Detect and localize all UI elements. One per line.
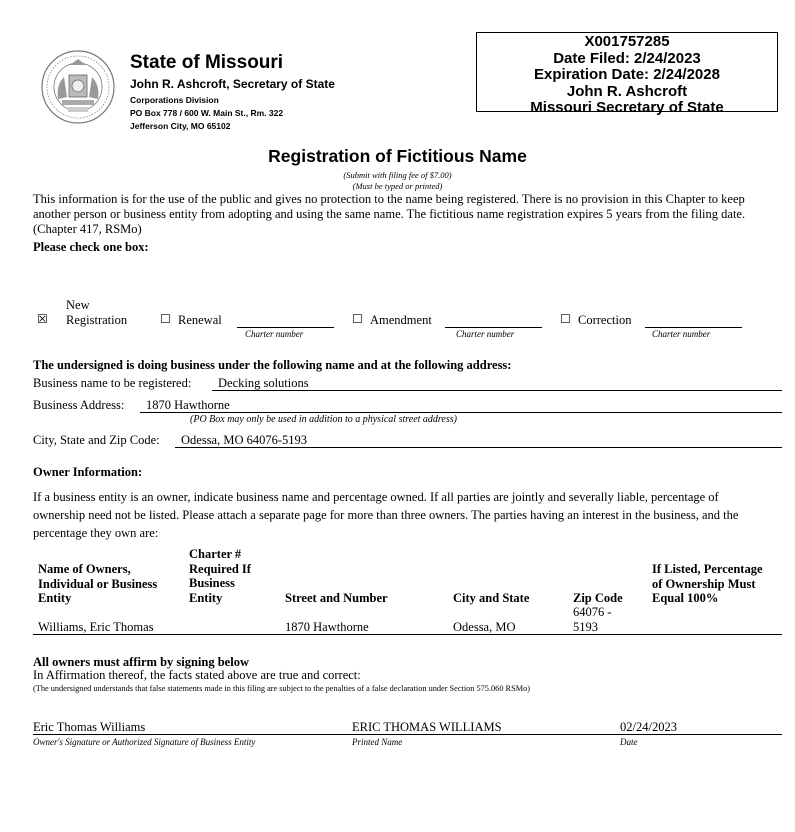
expiration-date: Expiration Date: 2/24/2028 [534, 66, 720, 83]
col-owner-name: Name of Owners, Individual or Business Entity [38, 562, 158, 605]
affirm-heading: All owners must affirm by signing below [33, 655, 249, 669]
filing-number: X001757285 [584, 33, 670, 50]
business-name-label: Business name to be registered: [33, 376, 192, 390]
col-charter: Charter # Required If Business Entity [189, 547, 251, 605]
amendment-label: Amendment [370, 313, 432, 327]
affirm-penalty-note: (The undersigned understands that false statements made in this filing are subject to the penalties of a false declaration under Section 575.060 RSMo) [33, 684, 530, 693]
state-title: State of Missouri [130, 52, 284, 73]
owner-row-city: Odessa, MO [453, 620, 516, 634]
owner-row-name: Williams, Eric Thomas [38, 620, 154, 634]
stamp-secretary: John R. Ashcroft [566, 82, 688, 100]
date-caption: Date [620, 737, 638, 747]
fee-note: (Submit with filing fee of $7.00) [343, 170, 452, 180]
col-percentage: If Listed, Percentage of Ownership Must Equal 100% [652, 562, 763, 605]
division-name: Corporations Division [130, 95, 219, 105]
col-zip: Zip Code [573, 591, 623, 605]
check-prompt: Please check one box: [33, 240, 149, 254]
city-state-zip-value: Odessa, MO 64076-5193 [181, 433, 308, 447]
new-registration-checkbox[interactable]: ☒ [37, 312, 48, 326]
owner-row-street: 1870 Hawthorne [285, 620, 369, 634]
renewal-charter-caption: Charter number [245, 329, 304, 339]
amendment-charter-caption: Charter number [456, 329, 515, 339]
office-address-line-1: PO Box 778 / 600 W. Main St., Rm. 322 [130, 108, 284, 118]
typed-note: (Must be typed or printed) [352, 181, 443, 191]
city-state-zip-field[interactable] [175, 433, 782, 448]
correction-charter-caption: Charter number [652, 329, 711, 339]
stamp-office: Missouri Secretary of State [530, 99, 724, 116]
amendment-checkbox[interactable]: ☐ [352, 312, 363, 326]
form-title: Registration of Fictitious Name [268, 146, 527, 166]
filing-stamp [476, 32, 778, 116]
owner-heading: Owner Information: [33, 465, 143, 479]
correction-checkbox[interactable]: ☐ [560, 312, 571, 326]
owner-table-rule [33, 634, 782, 635]
col-street: Street and Number [285, 591, 388, 605]
renewal-charter-line[interactable] [237, 327, 334, 328]
date-filed: Date Filed: 2/24/2023 [553, 49, 701, 67]
correction-charter-line[interactable] [645, 327, 742, 328]
office-address-line-2: Jefferson City, MO 65102 [130, 121, 231, 131]
owner-instructions: If a business entity is an owner, indicate business name and percentage owned. If all parties are jointly and severally liable, percentage of ownership need not be listed. Please attach a separate page for more than three owners. The parties having an interest in the business, and the percentage they own are: [33, 490, 739, 540]
signature-date[interactable]: 02/24/2023 [620, 720, 677, 734]
business-name-value: Decking solutions [218, 376, 309, 390]
signature-caption: Owner's Signature or Authorized Signature of Business Entity [33, 737, 256, 747]
intro-text: This information is for the use of the public and gives no protection to the name being registered. There is no provision in this Chapter to keep another person or business entity from adopting and using the same name. The fictitious name registration expires 5 years from the filing date. (Chapter 417, RSMo) [33, 192, 746, 236]
col-city-state: City and State [453, 591, 530, 605]
printed-name[interactable]: ERIC THOMAS WILLIAMS [352, 720, 502, 734]
renewal-checkbox[interactable]: ☐ [160, 312, 171, 326]
printed-name-caption: Printed Name [352, 737, 403, 747]
correction-label: Correction [578, 313, 632, 327]
signature-rule [33, 734, 782, 735]
new-label-line-1: New [66, 298, 90, 312]
business-address-value: 1870 Hawthorne [146, 398, 230, 412]
business-name-field[interactable] [212, 376, 782, 391]
affirm-line: In Affirmation thereof, the facts stated above are true and correct: [33, 668, 361, 682]
secretary-name: John R. Ashcroft, Secretary of State [130, 77, 335, 91]
renewal-label: Renewal [178, 313, 222, 327]
city-state-zip-label: City, State and Zip Code: [33, 433, 160, 447]
owner-row-zip: 64076 - 5193 [573, 605, 612, 634]
business-address-field[interactable] [140, 398, 782, 413]
missouri-state-seal [40, 49, 116, 125]
owner-signature[interactable]: Eric Thomas Williams [33, 720, 146, 734]
business-heading: The undersigned is doing business under the following name and at the following address: [33, 358, 512, 372]
business-address-label: Business Address: [33, 398, 125, 412]
amendment-charter-line[interactable] [445, 327, 542, 328]
po-box-note: (PO Box may only be used in addition to a physical street address) [190, 414, 457, 425]
new-label-line-2: Registration [66, 313, 128, 327]
